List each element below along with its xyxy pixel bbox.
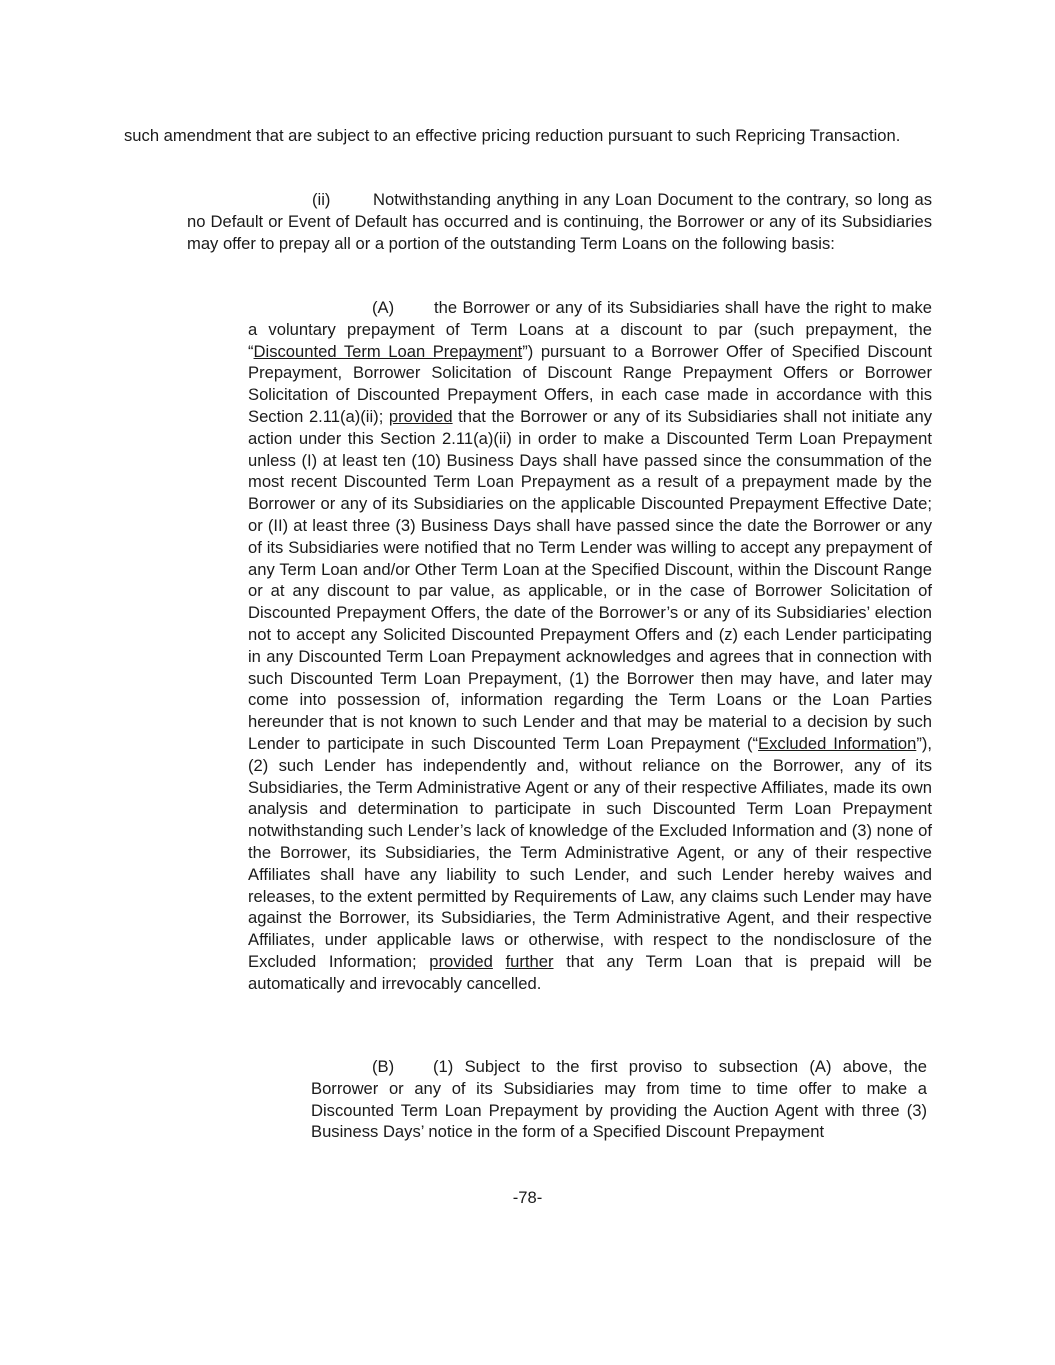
defined-term: Discounted Term Loan Prepayment [253,341,523,361]
paragraph-text: that any Term Loan that is prepaid will be automatically and irrevocably cancelled. [248,951,932,993]
paragraph-text: Notwithstanding anything in any Loan Document to the contrary, so long as no Default or Event of Default has occurred and is continuing, the Borrower or any of its Subsidiaries may offer to prepay all or a portion of the outstanding Term Loans on the following basis: [187,190,932,253]
page-number: -78- [512,1188,543,1207]
paragraph-a [248,297,932,995]
paragraph-text: that the Borrower or any of its Subsidiaries shall not initiate any action under this Section 2.11(a)(ii) in order to make a Discounted Term Loan Prepayment unless (I) at least ten (10) Business Days shall have passed since the consummation of the most recent Discounted Term Loan Prepayment as a result of a prepayment made by the Borrower or any of its Subsidiaries on the applicable Discounted Prepayment Effective Date; or (II) at least three (3) Business Days shall have passed since the date the Borrower or any of its Subsidiaries were notified that no Term Lender was willing to accept any prepayment of any Term Loan and/or Other Term Loan at the Specified Discount, within the Discount Range or at any discount to par value, as applicable, or in the case of Borrower Solicitation of Discounted Prepayment Offers, the date of the Borrower’s or any of its Subsidiaries’ election not to accept any Solicited Discounted Prepayment Offers and (z) each Lender participating in any Discounted Term Loan Prepayment acknowledges and agrees that in connection with such Discounted Term Loan Prepayment, (1) the Borrower then may have, and later may come into possession of, information regarding the Term Loans or the Loan Parties hereunder that is not known to such Lender and that may be material to a decision by such Lender to participate in such Discounted Term Loan Prepayment (“ [248,406,932,753]
proviso-term: further [505,951,554,971]
paragraph-text: ”) pursuant to a Borrower Offer of Specified Discount Prepayment, Borrower Solicitation of Discount Range Prepayment Offers or Borrower Solicitation of Discounted Prepayment Offers, in each case made in accordance with this Section 2.11(a)(ii); [248,341,932,426]
defined-term: Excluded Information [758,733,917,753]
paragraph-text: the Borrower or any of its Subsidiaries shall have the right to make a voluntary prepayment of Term Loans at a discount to par (such prepayment, the “ [248,298,932,361]
proviso-term: provided [429,951,493,971]
clause-number: (A) [372,298,395,317]
proviso-term: provided [388,406,453,426]
clause-number: (B) [372,1057,395,1076]
paragraph-continuation: such amendment that are subject to an effective pricing reduction pursuant to such Repricing Transaction. [124,126,901,145]
clause-number: (ii) [312,190,331,209]
paragraph-text: (1) Subject to the first proviso to subsection (A) above, the Borrower or any of its Subsidiaries may from time to time offer to make a Discounted Term Loan Prepayment by providing the Auction Agent with three (3) Business Days’ notice in the form of a Specified Discount Prepayment [311,1057,927,1142]
paragraph-ii [187,189,932,254]
paragraph-text: ”), (2) such Lender has independently and, without reliance on the Borrower, any of its Subsidiaries, the Term Administrative Agent or any of their respective Affiliates, made its own analysis and determination to participate in such Discounted Term Loan Prepayment notwithstanding such Lender’s lack of knowledge of the Excluded Information and (3) none of the Borrower, its Subsidiaries, the Term Administrative Agent, or any of their respective Affiliates shall have any liability to such Lender, and such Lender hereby waives and releases, to the extent permitted by Requirements of Law, any claims such Lender may have against the Borrower, its Subsidiaries, the Term Administrative Agent, and their respective Affiliates, under applicable laws or otherwise, with respect to the nondisclosure of the Excluded Information; [248,733,932,971]
paragraph-text [493,952,506,971]
paragraph-b [311,1056,927,1143]
